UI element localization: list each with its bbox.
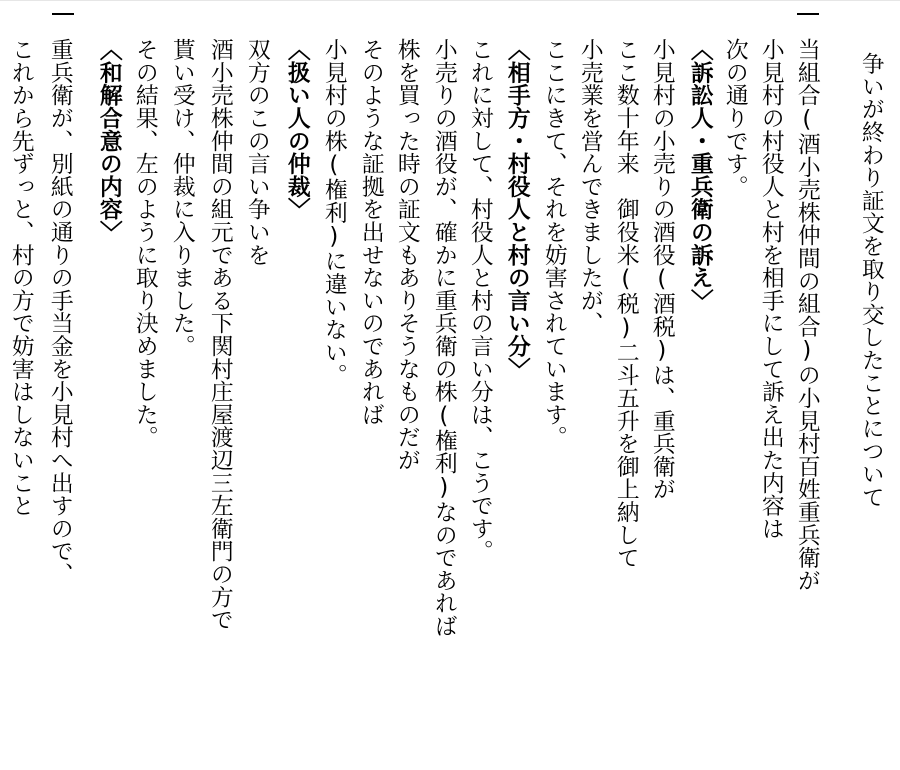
text-line: その結果、左のように取り決めました。 (131, 38, 158, 449)
text-line: ここ数十年来 御役米(税)二斗五升を御上納して (612, 38, 639, 569)
text-line: そのような証拠を出せないのであれば (357, 38, 384, 426)
text-line: 小売業を営んできましたが、 (576, 38, 603, 335)
text-line: 小見村の株(権利)に違いない。 (320, 38, 347, 387)
text-line: 次の通りです。 (721, 38, 748, 198)
text-line: 酒小売株仲間の組元である下関村庄屋渡辺三左衛門の方で (206, 38, 233, 631)
text-line: 小見村の小売りの酒役(酒税)は、重兵衛が (648, 38, 675, 501)
section-heading: 〈扱い人の仲裁〉 (283, 38, 310, 221)
text-line: 当組合(酒小売株仲間の組合)の小見村百姓重兵衛が (793, 38, 820, 592)
top-border (0, 0, 900, 1)
section-heading: 〈相手方・村役人と村の言い分〉 (503, 38, 530, 380)
text-line: 小売りの酒役が、確かに重兵衛の株(権利)なのであれば (430, 38, 457, 638)
section-marker (52, 13, 74, 15)
text-line: 小見村の村役人と村を相手にして訴え出た内容は (757, 38, 784, 540)
text-line: 貰い受け、仲裁に入りました。 (168, 38, 195, 358)
text-line: これに対して、村役人と村の言い分は、こうです。 (466, 38, 493, 563)
document-title: 争いが終わり証文を取り交したことについて (857, 52, 884, 508)
text-line: 重兵衛が、別紙の通りの手当金を小見村へ出すので、 (46, 38, 73, 586)
section-marker (797, 13, 819, 15)
text-line: これから先ずっと、村の方で妨害はしないこと (7, 38, 34, 517)
text-line: ここにきて、それを妨害されています。 (540, 38, 567, 449)
text-line: 株を買った時の証文もありそうなものだが (393, 38, 420, 472)
section-heading: 〈訴訟人・重兵衛の訴え〉 (686, 38, 713, 312)
section-heading: 〈和解合意の内容〉 (95, 38, 122, 244)
text-line: 双方のこの言い争いを (243, 38, 270, 266)
